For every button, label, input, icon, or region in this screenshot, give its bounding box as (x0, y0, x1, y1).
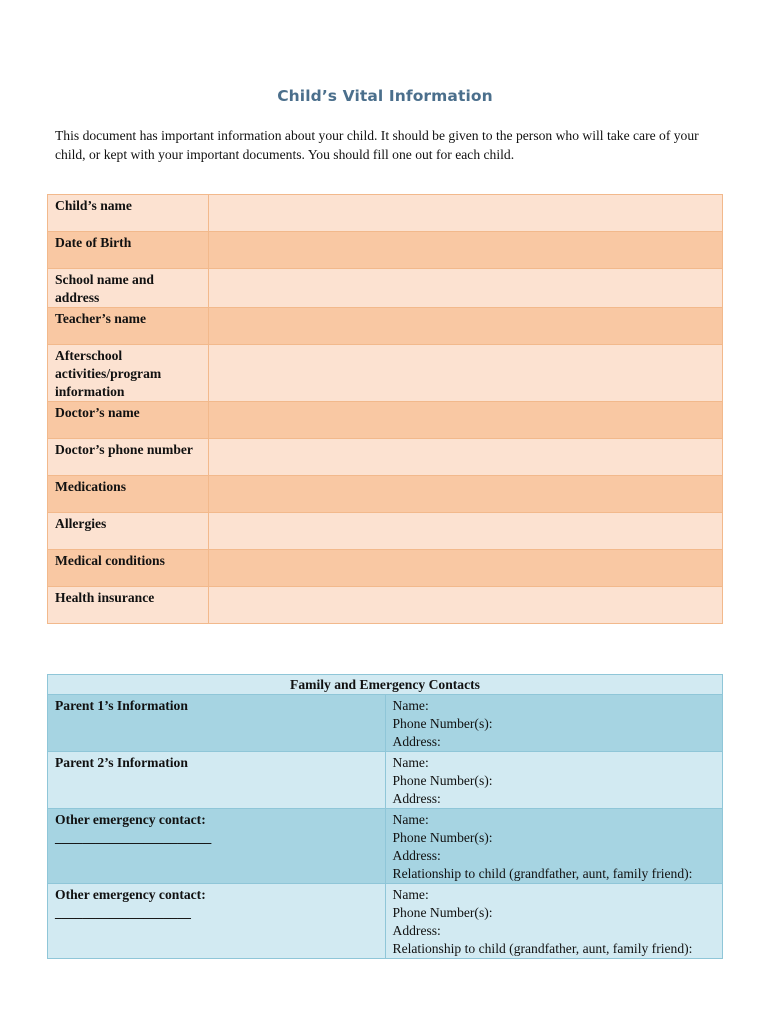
contact-label (48, 752, 386, 809)
phone-field-label: Phone Number(s): (392, 905, 493, 920)
address-field-label: Address: (392, 848, 441, 863)
table-row (48, 232, 723, 269)
contact-fields[interactable] (385, 809, 723, 884)
relationship-field-label: Relationship to child (grandfather, aunt, family friend): (392, 866, 693, 881)
answer-field[interactable] (209, 195, 723, 232)
answer-field[interactable] (209, 308, 723, 345)
table-header: Family and Emergency Contacts (48, 675, 723, 695)
intro-paragraph: This document has important information about your child. It should be given to the person who will take care of your child, or kept with your important documents. You should fill one out for each child. (55, 128, 699, 162)
table-row (48, 345, 723, 402)
row-label: Child’s name (48, 195, 209, 232)
answer-field[interactable] (209, 345, 723, 402)
vital-info-table (47, 194, 723, 624)
address-field-label: Address: (392, 734, 441, 749)
contact-fields[interactable] (385, 695, 723, 752)
table-row (48, 884, 723, 959)
row-label: Date of Birth (48, 232, 209, 269)
name-field-label: Name: (392, 812, 429, 827)
answer-field[interactable] (209, 587, 723, 624)
table-row (48, 587, 723, 624)
name-field-label: Name: (392, 698, 429, 713)
phone-field-label: Phone Number(s): (392, 830, 493, 845)
table-row (48, 308, 723, 345)
row-label: Medications (48, 476, 209, 513)
row-label: Medical conditions (48, 550, 209, 587)
table-row (48, 195, 723, 232)
name-field-label: Name: (392, 887, 429, 902)
contact-label (48, 695, 386, 752)
row-label: Doctor’s name (48, 402, 209, 439)
answer-field[interactable] (209, 232, 723, 269)
relationship-field-label: Relationship to child (grandfather, aunt, family friend): (392, 941, 693, 956)
row-label: Health insurance (48, 587, 209, 624)
contact-label (48, 884, 386, 959)
contact-label-text: Other emergency contact: (55, 812, 206, 827)
row-label: Doctor’s phone number (48, 439, 209, 476)
phone-field-label: Phone Number(s): (392, 773, 493, 788)
table-row (48, 439, 723, 476)
table-row (48, 269, 723, 308)
contact-fields[interactable] (385, 884, 723, 959)
phone-field-label: Phone Number(s): (392, 716, 493, 731)
table-row (48, 809, 723, 884)
table-row (48, 550, 723, 587)
table-row (48, 752, 723, 809)
address-field-label: Address: (392, 791, 441, 806)
table-row (48, 402, 723, 439)
contact-name-blank[interactable]: _______________________ (55, 830, 212, 845)
answer-field[interactable] (209, 550, 723, 587)
table-row (48, 476, 723, 513)
answer-field[interactable] (209, 439, 723, 476)
page-title: Child’s Vital Information (277, 87, 493, 105)
row-label: Allergies (48, 513, 209, 550)
table-row (48, 695, 723, 752)
answer-field[interactable] (209, 269, 723, 308)
row-label: Afterschool activities/program information (48, 345, 209, 402)
contact-label-text: Parent 2’s Information (55, 755, 188, 770)
answer-field[interactable] (209, 402, 723, 439)
table-header-row (48, 675, 723, 695)
answer-field[interactable] (209, 476, 723, 513)
row-label: Teacher’s name (48, 308, 209, 345)
address-field-label: Address: (392, 923, 441, 938)
contact-fields[interactable] (385, 752, 723, 809)
table-row (48, 513, 723, 550)
row-label: School name and address (48, 269, 209, 308)
family-contacts-table (47, 674, 723, 959)
contact-label (48, 809, 386, 884)
answer-field[interactable] (209, 513, 723, 550)
contact-label-text: Parent 1’s Information (55, 698, 188, 713)
contact-name-blank[interactable]: ____________________ (55, 905, 191, 920)
name-field-label: Name: (392, 755, 429, 770)
contact-label-text: Other emergency contact: (55, 887, 206, 902)
